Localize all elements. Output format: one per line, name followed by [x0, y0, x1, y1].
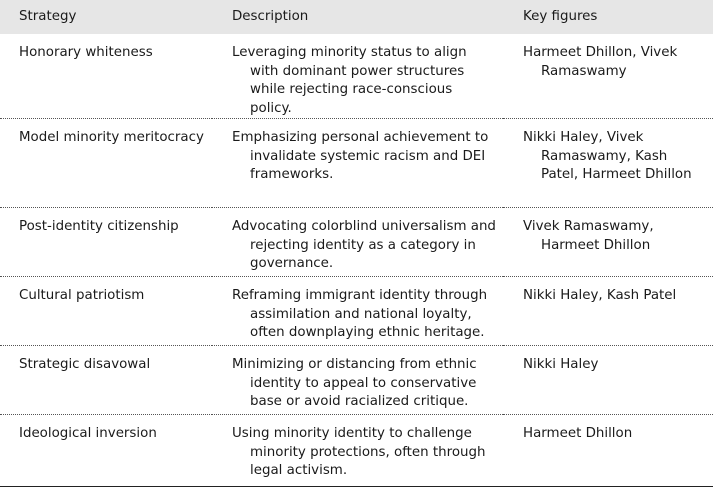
table-row — [0, 415, 713, 487]
strategy-text: Strategic disavowal — [19, 357, 151, 372]
figures-cell — [503, 415, 713, 487]
description-cell — [212, 415, 503, 487]
table-row — [0, 277, 713, 346]
header-description: Description — [232, 8, 309, 24]
header-key-figures: Key figures — [523, 8, 598, 24]
description-cell — [212, 208, 503, 277]
figures-text: Nikki Haley, Kash Patel — [523, 288, 677, 303]
description-text: Leveraging minority status to align with dominant power structures while rejecting race-conscious policy. — [232, 45, 467, 116]
strategy-cell — [0, 415, 212, 487]
description-cell — [212, 34, 503, 119]
strategy-cell — [0, 277, 212, 346]
figures-text: Nikki Haley, Vivek Ramaswamy, Kash Patel, Harmeet Dhillon — [523, 130, 692, 182]
strategy-cell — [0, 34, 212, 119]
figures-cell — [503, 208, 713, 277]
strategy-text: Cultural patriotism — [19, 288, 145, 303]
strategy-text: Honorary whiteness — [19, 45, 153, 60]
table-row — [0, 208, 713, 277]
description-text: Using minority identity to challenge minority protections, often through legal activism. — [232, 426, 486, 478]
figures-text: Vivek Ramaswamy, Harmeet Dhillon — [523, 219, 654, 253]
strategy-text: Model minority meritocracy — [19, 130, 204, 145]
strategy-cell — [0, 119, 212, 208]
header-strategy: Strategy — [19, 8, 77, 24]
figures-cell — [503, 34, 713, 119]
table-row — [0, 34, 713, 119]
figures-text: Harmeet Dhillon, Vivek Ramaswamy — [523, 45, 678, 79]
description-text: Emphasizing personal achievement to invalidate systemic racism and DEI frameworks. — [232, 130, 489, 182]
strategy-cell — [0, 208, 212, 277]
table-header-row — [0, 0, 713, 34]
description-cell — [212, 277, 503, 346]
description-cell — [212, 346, 503, 415]
figures-text: Harmeet Dhillon — [523, 426, 633, 441]
description-text: Advocating colorblind universalism and rejecting identity as a category in governance. — [232, 219, 496, 271]
description-text: Minimizing or distancing from ethnic identity to appeal to conservative base or avoid racialized critique. — [232, 357, 477, 409]
strategy-text: Ideological inversion — [19, 426, 157, 441]
strategy-cell — [0, 346, 212, 415]
figures-cell — [503, 277, 713, 346]
description-cell — [212, 119, 503, 208]
figures-cell — [503, 346, 713, 415]
table-row — [0, 346, 713, 415]
table-row — [0, 119, 713, 208]
figures-text: Nikki Haley — [523, 357, 599, 372]
strategy-text: Post-identity citizenship — [19, 219, 179, 234]
description-text: Reframing immigrant identity through assimilation and national loyalty, often downplaying ethnic heritage. — [232, 288, 488, 340]
figures-cell — [503, 119, 713, 208]
